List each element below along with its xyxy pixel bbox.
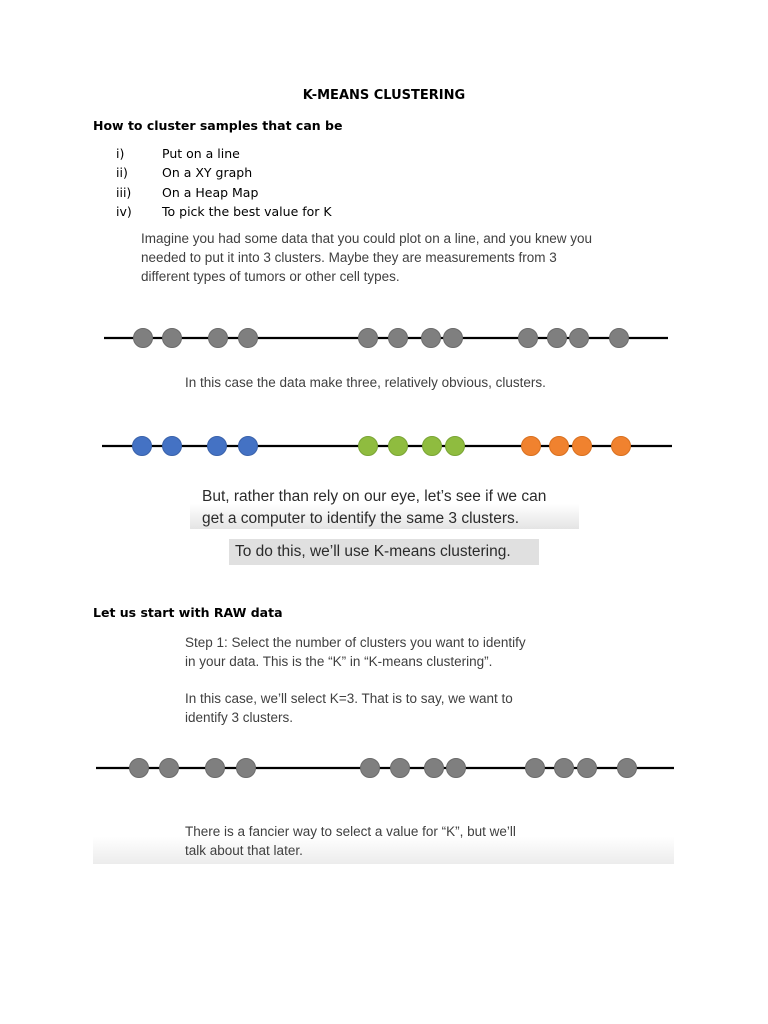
data-point-blue <box>239 437 258 456</box>
data-point <box>134 329 153 348</box>
list-item <box>116 185 416 203</box>
data-point <box>361 759 380 778</box>
data-point <box>447 759 466 778</box>
data-point <box>237 759 256 778</box>
data-point <box>555 759 574 778</box>
data-point <box>422 329 441 348</box>
slide-clusters-text: In this case the data make three, relatively obvious, clusters. <box>185 375 546 390</box>
list-number: iii) <box>116 185 132 200</box>
kmeans-callout-text: To do this, we’ll use K-means clustering. <box>235 543 511 560</box>
data-point <box>548 329 567 348</box>
data-point <box>526 759 545 778</box>
data-point <box>163 329 182 348</box>
list-text: Put on a line <box>162 146 240 161</box>
list-text: On a Heap Map <box>162 185 259 200</box>
number-line-gray-2 <box>0 752 768 784</box>
data-point-blue <box>208 437 227 456</box>
intro-heading: How to cluster samples that can be <box>93 118 343 133</box>
list-text: On a XY graph <box>162 165 253 180</box>
select-k-text: In this case, we’ll select K=3. That is to say, we want to identify 3 clusters. <box>185 691 513 725</box>
data-point <box>618 759 637 778</box>
step1-text: Step 1: Select the number of clusters you want to identify in your data. This is the “K” in “K-means clustering”. <box>185 635 526 669</box>
data-point-orange <box>550 437 569 456</box>
data-point <box>444 329 463 348</box>
data-point <box>206 759 225 778</box>
data-point-blue <box>133 437 152 456</box>
data-point <box>359 329 378 348</box>
list-item <box>116 204 416 222</box>
kmeans-callout-box <box>229 539 539 565</box>
data-point <box>425 759 444 778</box>
data-point-green <box>423 437 442 456</box>
data-point-orange <box>612 437 631 456</box>
data-point <box>160 759 179 778</box>
data-point <box>239 329 258 348</box>
list-number: i) <box>116 146 125 161</box>
list-item <box>116 165 416 183</box>
number-line-colored <box>0 430 768 462</box>
slide-question-box <box>190 483 579 529</box>
list-text: To pick the best value for K <box>162 204 332 219</box>
data-point-green <box>446 437 465 456</box>
data-point <box>389 329 408 348</box>
raw-data-heading: Let us start with RAW data <box>93 605 283 620</box>
data-point <box>578 759 597 778</box>
fancier-way-box <box>93 818 674 864</box>
data-point <box>610 329 629 348</box>
fancier-way-text: There is a fancier way to select a value for “K”, but we’ll talk about that later. <box>185 824 516 858</box>
data-point <box>391 759 410 778</box>
data-point <box>209 329 228 348</box>
data-point <box>130 759 149 778</box>
data-point-green <box>359 437 378 456</box>
number-line-gray-1 <box>0 322 768 354</box>
data-point-orange <box>522 437 541 456</box>
document-title: K-MEANS CLUSTERING <box>302 88 466 103</box>
list-number: iv) <box>116 204 132 219</box>
list-item <box>116 146 416 164</box>
slide-question-text: But, rather than rely on our eye, let’s see if we can get a computer to identify the same 3 clusters. <box>202 488 547 527</box>
slide-intro-text: Imagine you had some data that you could plot on a line, and you knew you needed to put it into 3 clusters. Maybe they are measurements from 3 different types of tumors or other cell types. <box>141 231 593 284</box>
data-point <box>570 329 589 348</box>
data-point-green <box>389 437 408 456</box>
list-number: ii) <box>116 165 128 180</box>
data-point-orange <box>573 437 592 456</box>
data-point <box>519 329 538 348</box>
data-point-blue <box>163 437 182 456</box>
